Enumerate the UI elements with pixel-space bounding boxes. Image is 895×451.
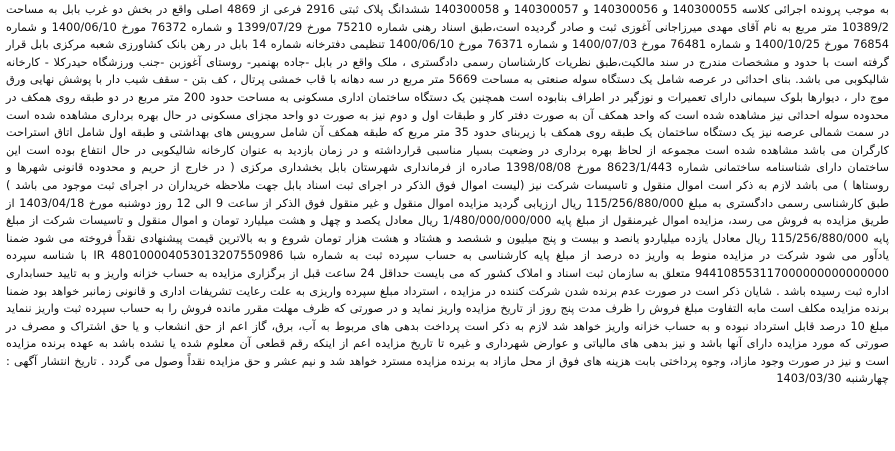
auction-notice-text: به موجب پرونده اجرائی کلاسه 140300055 و 140300056 و 140300057 و 140300058 ششدانگ پلاک ثبتی 2916 فرعی از 4869 اصلی واقع در بخش دو غرب بابل به مساحت 10389/2 متر مربع به نام آقای مهدی میرزاجانی آغوزی ثبت و صادر گردیده است،طبق اسناد رهنی شماره 75210 مورخ 1399/07/29 و شماره 76372 مورخ 1400/06/10 و شماره 76854 مورخ 1400/10/25 و شماره 76481 مورخ 1400/07/03 و شماره 76371 مورخ 1400/06/10 تنظیمی دفترخانه شماره 14 بابل در رهن بانک کشاورزی شعبه مرکزی بابل قرار گرفته است با حدود و مشخصات مندرج در سند مالکیت،طبق نظریات کارشناسان رسمی دادگستری ، ملک واقع در بابل -جاده بهنمیر- روستای آغوزبن -جنب ورزشگاه حیدرکلا - کارخانه شالیکوبی می باشد. بنای احداثی در عرصه شامل یک دستگاه سوله صنعتی به مساحت 5669 متر مربع در سه دهانه با قاب خمشی پرتال ، کف بتن - سقف شیب دار با پوشش نهایی ورق موج دار ، دیوارها بلوک سیمانی دارای تعمیرات و نوزگیر در اطراف بنابوده است همچنین یک دستگاه ساختمان اداری مسکونی به مساحت حدود 200 متر مربع در دو طبقه روی همکف در محدوده سوله احداثی نیز مشاهده شده است که واحد همکف آن به صورت دفتر کار و طبقات اول و دوم نیز به صورت دو واحد مجزای مسکونی در حال بهره برداری مشاهده شده است در سمت شمالی عرصه نیز یک دستگاه ساختمان یک طبقه روی همکف با زیربنای حدود 35 متر مربع که طبقه همکف آن شامل سرویس های بهداشتی و طبقه اول شامل اتاق استراحت کارگران می باشد مشاهده شده است مجموعه از لحاظ بهره برداری در وضعیت بسیار مناسبی قرارداشته و در زمان بازدید به عنوان کارخانه شالیکوبی در حال انتفاع بوده است این ساختمان دارای شناسنامه ساختمانی شماره 8623/1/443 مورخ 1398/08/08 صادره از فرمانداری شهرستان بابل بخشداری مرکزی ( در خارج از حریم و محدوده قانونی شهرها و روستاها ) می باشد لازم به ذکر است اموال منقول و تاسیسات شرکت نیز (لیست اموال فوق الذکر در اجرای ثبت اسناد بابل جهت ملاحظه خریداران در اجرای ثبت موجود می باشد ) طبق کارشناسی رسمی دادگستری به مبلغ 115/256/880/000 ریال ارزیابی گردید مزایده اموال منقول و غیر منقول فوق الذکر از ساعت 9 الی 12 روز دوشنبه مورخ 1403/04/18 از طریق مزایده به فروش می رسد، مزایده اموال غیرمنقول از مبلغ پایه 1/480/000/000/000 ریال معادل یکصد و چهل و هشت میلیارد تومان و اموال منقول و تاسیسات شرکت از مبلغ پایه 115/256/880/000 ریال معادل یازده میلیاردو یانصد و بیست و پنج میلیون و ششصد و هشتاد و هشت هزار تومان شروع و به بالاترین قیمت پیشنهادی نقداً فروخته می شود ضمنا یادآور می شود شرکت در مزایده منوط به واریز ده درصد از مبلغ پایه کارشناسی به حساب سپرده ثبت به شماره شبا 480100004053013207550986 IR با شناسه سپرده 944108553117000000000000000 متعلق به سازمان ثبت اسناد و املاک کشور که می بایست حداقل 24 ساعت قبل از برگزاری مزایده به حساب خزانه واریز و به تایید حسابداری اداره ثبت رسیده باشد . شایان ذکر است در صورت عدم برنده شدن شرکت کننده در مزایده ، استرداد مبلغ سپرده واریزی به علت رعایت تشریفات اداری و قانونی زمانبر خواهد بود ضمنا برنده مزایده مکلف است مابه التفاوت مبلغ فروش را ظرف مدت پنج روز از تاریخ مزایده واریز نماید و در صورتی که ظرف مهلت مقرر مانده فروش را به حساب سپرده ثبت واریز ننماید مبلغ 10 درصد قابل استرداد نبوده و به حساب خزانه واریز خواهد شد لازم به ذکر است پرداخت بدهی های مربوط به آب، برق، گاز اعم از حق انشعاب و یا حق اشتراک و مصرف در صورتی که مورد مزایده دارای آنها باشد و نیز بدهی های مالیاتی و عوارض شهرداری و غیره تا تاریخ مزایده اعم از اینکه رقم قطعی آن معلوم شده یا نشده باشد به عهده برنده مزایده است و نیز در صورت وجود مازاد، وجوه پرداختی بابت هزینه های فوق از محل مازاد به برنده مزایده مسترد خواهد شد و نیم عشر و حق مزایده نقداً وصول می گردد . تاریخ انتشار آگهی : چهارشنبه 1403/03/30 xyxy=(6,3,890,386)
